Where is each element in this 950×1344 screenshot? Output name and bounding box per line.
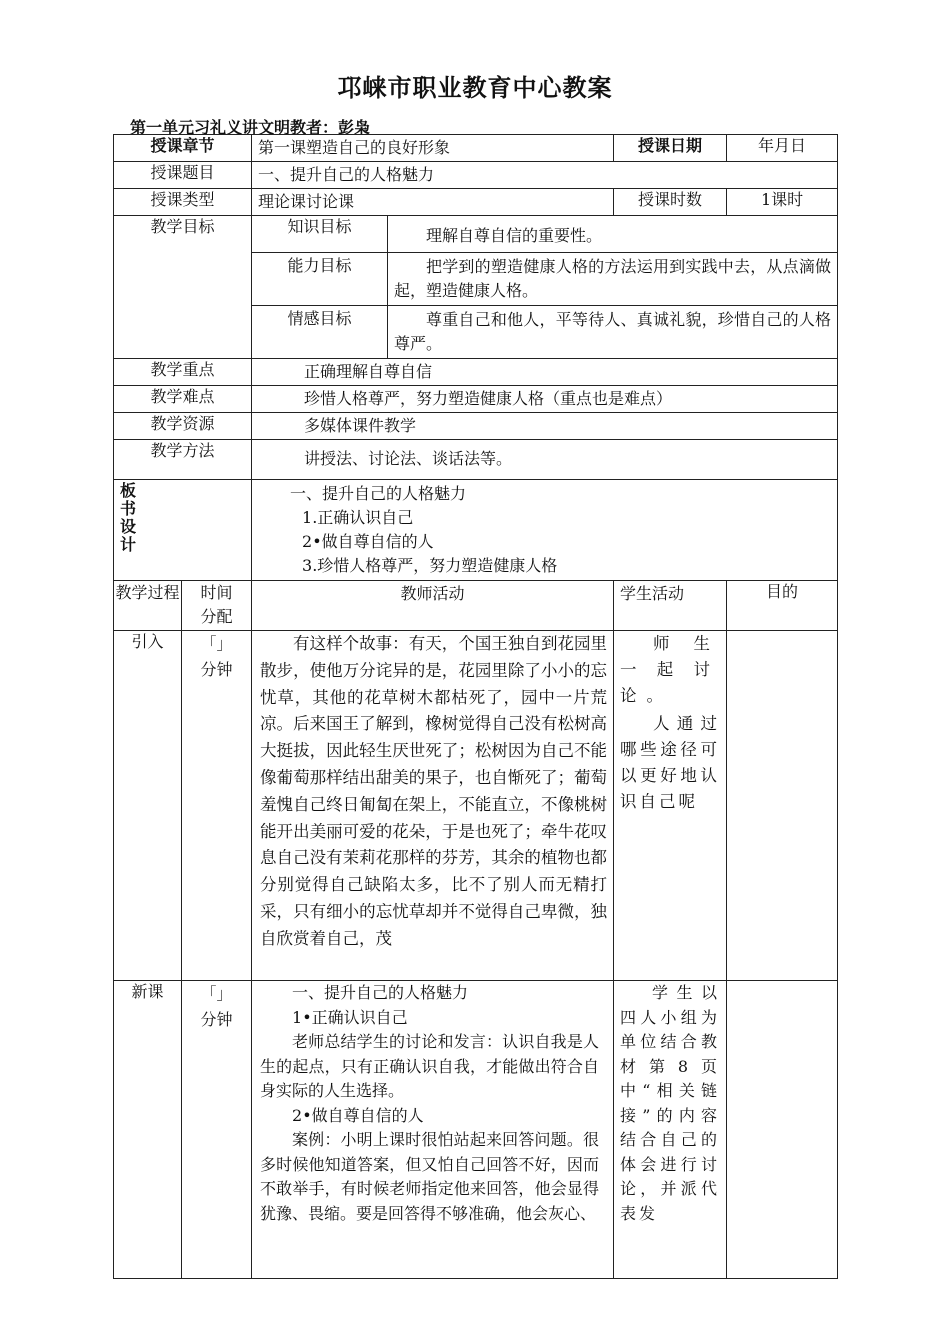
method-value: 讲授法、讨论法、谈话法等。 — [252, 440, 838, 480]
newlesson-student-cell — [614, 981, 727, 1279]
newlesson-line-3: 老师总结学生的讨论和发言：认识自我是人生的起点，只有正确认识自我，才能做出符合自身实际的人生选择。 — [260, 1032, 600, 1100]
lesson-plan-table — [113, 134, 838, 1279]
intro-student-1: 师生一起讨论。 — [620, 634, 721, 705]
intro-time: 「」分钟 — [182, 631, 252, 981]
difficulty-value: 珍惜人格尊严，努力塑造健康人格（重点也是难点） — [252, 386, 838, 413]
hours-value: 1课时 — [727, 189, 838, 216]
newlesson-line-2: 1•正确认识自己 — [292, 1007, 408, 1027]
newlesson-line-5: 案例：小明上课时很怕站起来回答问题。很多时候他知道答案，但又怕自己回答不好，因而不敢举手，有时候老师指定他来回答，他会显得犹豫、畏缩。要是回答得不够准确，他会灰心、 — [260, 1130, 600, 1223]
newlesson-line-1: 一、提升自己的人格魅力 — [292, 983, 469, 1002]
knowledge-goal-label: 知识目标 — [252, 216, 388, 253]
col-time: 时间分配 — [182, 581, 252, 631]
board-line-4: 3.珍惜人格尊严，努力塑造健康人格 — [302, 556, 558, 575]
page-subtitle: 第一单元习礼义讲文明教者：彭枭 — [130, 118, 371, 137]
hours-label: 授课时数 — [614, 189, 727, 216]
ability-goal-value: 把学到的塑造健康人格的方法运用到实践中去，从点滴做起，塑造健康人格。 — [388, 253, 838, 306]
emotion-goal-value: 尊重自己和他人，平等待人、真诚礼貌，珍惜自己的人格尊严。 — [388, 306, 838, 359]
date-label: 授课日期 — [614, 135, 727, 162]
newlesson-teacher-cell — [252, 981, 614, 1279]
newlesson-stage: 新课 — [114, 981, 182, 1279]
topic-value: 一、提升自己的人格魅力 — [252, 162, 838, 189]
intro-stage: 引入 — [114, 631, 182, 981]
col-teacher: 教师活动 — [252, 581, 614, 631]
board-line-3: 2•做自尊自信的人 — [302, 532, 434, 551]
knowledge-goal-value: 理解自尊自信的重要性。 — [388, 216, 838, 253]
chapter-label: 授课章节 — [114, 135, 252, 162]
newlesson-student-text: 学生以四人小组为单位结合教材第8页中“相关链接”的内容结合自己的体会进行讨论，并派代表发 — [620, 983, 721, 1223]
newlesson-purpose — [727, 981, 838, 1279]
col-student: 学生活动 — [614, 581, 727, 631]
col-process: 教学过程 — [114, 581, 182, 631]
type-value: 理论课讨论课 — [252, 189, 614, 216]
method-label: 教学方法 — [114, 440, 252, 480]
topic-label: 授课题目 — [114, 162, 252, 189]
board-line-1: 一、提升自己的人格魅力 — [290, 484, 467, 503]
chapter-value: 第一课塑造自己的良好形象 — [252, 135, 614, 162]
board-label: 板书设计 — [120, 481, 137, 554]
emotion-goal-label: 情感目标 — [252, 306, 388, 359]
resource-value: 多媒体课件教学 — [252, 413, 838, 440]
board-content — [252, 480, 838, 581]
focus-label: 教学重点 — [114, 359, 252, 386]
intro-purpose — [727, 631, 838, 981]
newlesson-time: 「」分钟 — [182, 981, 252, 1279]
focus-value: 正确理解自尊自信 — [252, 359, 838, 386]
resource-label: 教学资源 — [114, 413, 252, 440]
page-title: 邛崃市职业教育中心教案 — [337, 74, 613, 102]
col-purpose: 目的 — [727, 581, 838, 631]
goals-label: 教学目标 — [114, 216, 252, 359]
type-label: 授课类型 — [114, 189, 252, 216]
difficulty-label: 教学难点 — [114, 386, 252, 413]
board-line-2: 1.正确认识自己 — [302, 508, 414, 527]
intro-student-2: 人通过哪些途径可以更好地认识自己呢 — [620, 714, 721, 811]
intro-student-cell — [614, 631, 727, 981]
newlesson-line-4: 2•做自尊自信的人 — [292, 1105, 424, 1125]
intro-teacher-cell — [252, 631, 614, 981]
intro-teacher-text: 有这样个故事：有天，个国王独自到花园里散步，使他万分诧异的是，花园里除了小小的忘忧草，其他的花草树木都枯死了，园中一片荒凉。后来国王了解到，橡树觉得自己没有松树高大挺拔，因此轻生厌世死了；松树因为自己不能像葡萄那样结出甜美的果子，也自惭死了；葡萄羞愧自己终日匍匐在架上，不能直立，不像桃树能开出美丽可爱的花朵，于是也死了；牵牛花叹息自己没有茉莉花那样的芬芳，其余的植物也都分别觉得自己缺陷太多，比不了别人而无精打采，只有细小的忘忧草却并不觉得自己卑微，独自欣赏着自己，茂 — [260, 634, 608, 948]
board-label-cell — [114, 480, 252, 581]
date-value: 年月日 — [727, 135, 838, 162]
ability-goal-label: 能力目标 — [252, 253, 388, 306]
